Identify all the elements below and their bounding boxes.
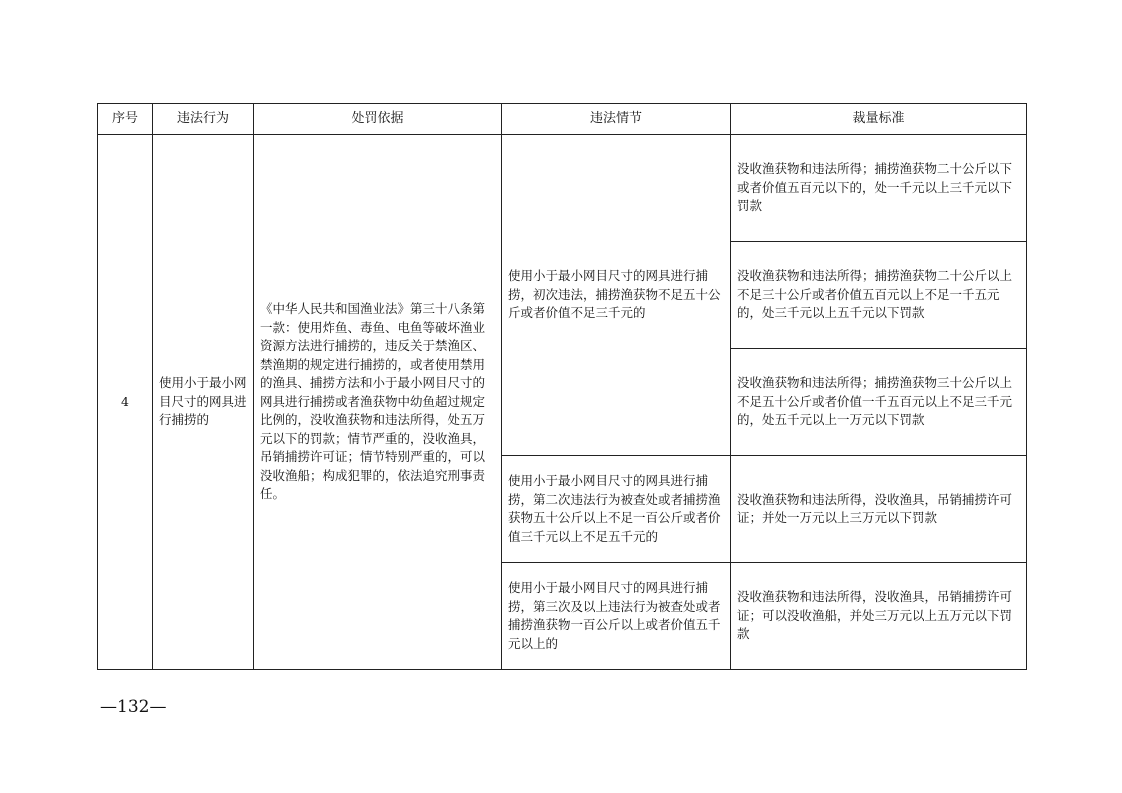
- standard-cell-3: 没收渔获物和违法所得；捕捞渔获物三十公斤以上不足五十公斤或者价值一千五百元以上不足三千元的，处五千元以上一万元以下罚款: [731, 349, 1027, 456]
- violation-cell: 使用小于最小网目尺寸的网具进行捕捞的: [153, 135, 254, 670]
- circumstance-cell-1: 使用小于最小网目尺寸的网具进行捕捞，初次违法，捕捞渔获物不足五十公斤或者价值不足三千元的: [502, 135, 731, 456]
- header-circumstances: 违法情节: [502, 104, 731, 135]
- header-discretion-standard: 裁量标准: [731, 104, 1027, 135]
- standard-cell-1: 没收渔获物和违法所得；捕捞渔获物二十公斤以下或者价值五百元以下的，处一千元以上三千元以下罚款: [731, 135, 1027, 242]
- penalty-basis-cell: 《中华人民共和国渔业法》第三十八条第一款：使用炸鱼、毒鱼、电鱼等破坏渔业资源方法进行捕捞的，违反关于禁渔区、禁渔期的规定进行捕捞的，或者使用禁用的渔具、捕捞方法和小于最小网目尺寸的网具进行捕捞或者渔获物中幼鱼超过规定比例的，没收渔获物和违法所得，处五万元以下的罚款；情节严重的，没收渔具，吊销捕捞许可证；情节特别严重的，可以没收渔船；构成犯罪的，依法追究刑事责任。: [254, 135, 502, 670]
- header-violation: 违法行为: [153, 104, 254, 135]
- standard-cell-4: 没收渔获物和违法所得，没收渔具，吊销捕捞许可证；并处一万元以上三万元以下罚款: [731, 456, 1027, 563]
- table-row: [98, 135, 1027, 242]
- circumstance-cell-3: 使用小于最小网目尺寸的网具进行捕捞，第三次及以上违法行为被查处或者捕捞渔获物一百公斤以上或者价值五千元以上的: [502, 563, 731, 670]
- page-number: —132—: [100, 697, 167, 717]
- circumstance-cell-2: 使用小于最小网目尺寸的网具进行捕捞，第二次违法行为被查处或者捕捞渔获物五十公斤以上不足一百公斤或者价值三千元以上不足五千元的: [502, 456, 731, 563]
- header-penalty-basis: 处罚依据: [254, 104, 502, 135]
- penalty-table: [97, 103, 1027, 670]
- header-serial-number: 序号: [98, 104, 153, 135]
- header-row: [98, 104, 1027, 135]
- standard-cell-2: 没收渔获物和违法所得；捕捞渔获物二十公斤以上不足三十公斤或者价值五百元以上不足一千五元的，处三千元以上五千元以下罚款: [731, 242, 1027, 349]
- standard-cell-5: 没收渔获物和违法所得，没收渔具，吊销捕捞许可证；可以没收渔船，并处三万元以上五万元以下罚款: [731, 563, 1027, 670]
- serial-number-cell: 4: [98, 135, 153, 670]
